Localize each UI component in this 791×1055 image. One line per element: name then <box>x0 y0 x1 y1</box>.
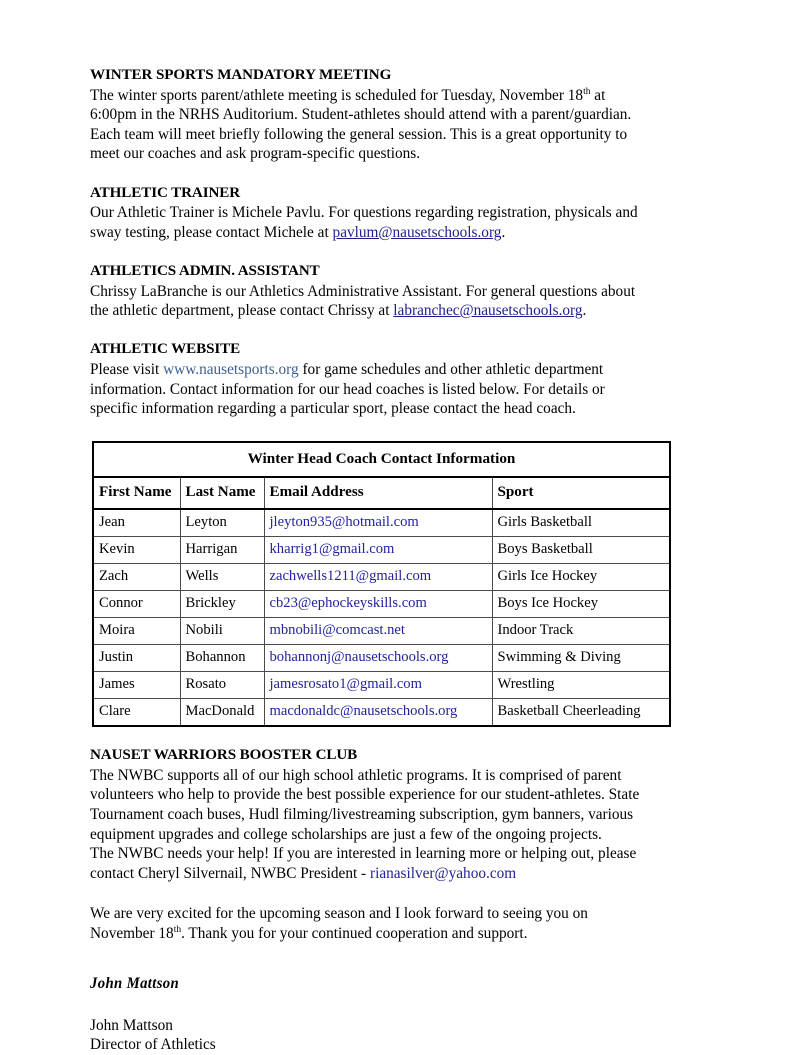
booster-line-4: equipment upgrades and college scholarships are just a few of the ongoing projects. <box>90 825 602 843</box>
table-title-row <box>93 442 670 477</box>
table-row <box>93 671 670 698</box>
table-row <box>93 563 670 590</box>
admin-line-1: Chrissy LaBranche is our Athletics Administrative Assistant. For general questions about <box>90 282 636 300</box>
booster-contact-text: contact Cheryl Silvernail, NWBC President - <box>90 864 370 882</box>
meeting-line-4: meet our coaches and ask program-specific questions. <box>90 145 421 163</box>
cell-last-name: Nobili <box>180 617 264 644</box>
coach-email-link[interactable]: kharrig1@gmail.com <box>269 540 395 557</box>
cell-email <box>264 644 492 671</box>
website-line-3: specific information regarding a particular sport, please contact the head coach. <box>90 400 576 418</box>
section-heading-booster: NAUSET WARRIORS BOOSTER CLUB <box>90 747 358 764</box>
spacer <box>90 321 699 341</box>
booster-line-5: The NWBC needs your help! If you are interested in learning more or helping out, please <box>90 845 637 863</box>
coach-email-link[interactable]: bohannonj@nausetschools.org <box>269 648 449 665</box>
column-header-first-name: First Name <box>93 477 180 509</box>
coach-contact-table <box>92 441 671 727</box>
section-booster-club <box>90 746 699 883</box>
cell-first-name: Zach <box>93 563 180 590</box>
spacer <box>90 883 699 904</box>
section-winter-sports-meeting <box>90 66 699 164</box>
cell-email <box>264 617 492 644</box>
booster-president-email-link[interactable]: rianasilver@yahoo.com <box>369 864 517 882</box>
cell-sport: Wrestling <box>492 671 670 698</box>
cell-first-name: Moira <box>93 617 180 644</box>
booster-line-3: Tournament coach buses, Hudl filming/livestreaming subscription, gym banners, various <box>90 806 634 824</box>
cell-first-name: Jean <box>93 509 180 537</box>
section-heading-trainer: ATHLETIC TRAINER <box>90 184 241 201</box>
spacer <box>90 944 699 974</box>
section-athletic-trainer <box>90 184 699 243</box>
trainer-line-2 <box>90 223 699 243</box>
coach-email-link[interactable]: zachwells1211@gmail.com <box>269 567 432 584</box>
table-row <box>93 617 670 644</box>
cell-first-name: Justin <box>93 644 180 671</box>
table-row <box>93 590 670 617</box>
cell-email <box>264 509 492 537</box>
section-signoff <box>90 974 699 1055</box>
cell-sport: Boys Basketball <box>492 536 670 563</box>
website-line-1-lead: Please visit <box>90 360 164 378</box>
meeting-ordinal-suffix: th <box>583 86 591 97</box>
section-heading-admin: ATHLETICS ADMIN. ASSISTANT <box>90 262 320 279</box>
trainer-line-2-period: . <box>501 223 506 241</box>
signoff-title: Director of Athletics <box>90 1036 216 1054</box>
coach-email-link[interactable]: jamesrosato1@gmail.com <box>269 675 422 692</box>
closing-line-2-tail: . Thank you for your continued cooperation and support. <box>181 925 528 943</box>
handwritten-signature: John Mattson <box>90 974 180 992</box>
cell-email <box>264 590 492 617</box>
coach-table-title: Winter Head Coach Contact Information <box>93 442 670 477</box>
spacer <box>90 164 699 184</box>
website-line-2: information. Contact information for our head coaches is listed below. For details or <box>90 380 605 398</box>
table-header-row <box>93 477 670 509</box>
cell-last-name: Wells <box>180 563 264 590</box>
cell-sport: Girls Basketball <box>492 509 670 537</box>
spacer <box>90 994 699 1016</box>
cell-sport: Girls Ice Hockey <box>492 563 670 590</box>
section-athletics-admin-assistant <box>90 262 699 321</box>
booster-line-1: The NWBC supports all of our high school athletic programs. It is comprised of parent <box>90 766 622 784</box>
admin-line-2 <box>90 301 699 321</box>
admin-line-2-text: the athletic department, please contact Chrissy at <box>90 302 394 320</box>
website-line-1 <box>90 360 699 380</box>
closing-line-2 <box>90 924 699 944</box>
cell-email <box>264 563 492 590</box>
trainer-email-link[interactable]: pavlum@nausetschools.org <box>332 223 502 241</box>
cell-sport: Boys Ice Hockey <box>492 590 670 617</box>
trainer-line-2-text: sway testing, please contact Michele at <box>90 223 333 241</box>
athletics-website-link[interactable]: www.nausetsports.org <box>163 360 299 378</box>
trainer-line-1: Our Athletic Trainer is Michele Pavlu. For questions regarding registration, physicals and <box>90 204 638 222</box>
cell-first-name: Kevin <box>93 536 180 563</box>
cell-sport: Swimming & Diving <box>492 644 670 671</box>
cell-sport: Indoor Track <box>492 617 670 644</box>
table-row <box>93 536 670 563</box>
coach-email-link[interactable]: macdonaldc@nausetschools.org <box>269 702 458 719</box>
closing-ordinal-suffix: th <box>173 924 182 935</box>
section-closing <box>90 904 699 943</box>
table-row <box>93 509 670 537</box>
meeting-line-3: Each team will meet briefly following the general session. This is a great opportunity to <box>90 125 628 143</box>
cell-last-name: Brickley <box>180 590 264 617</box>
column-header-sport: Sport <box>492 477 670 509</box>
cell-email <box>264 536 492 563</box>
spacer <box>90 727 699 747</box>
cell-first-name: Clare <box>93 698 180 726</box>
section-heading-website: ATHLETIC WEBSITE <box>90 341 241 358</box>
section-heading-meeting: WINTER SPORTS MANDATORY MEETING <box>90 67 392 83</box>
admin-email-link[interactable]: labranchec@nausetschools.org <box>393 302 583 320</box>
section-athletic-website <box>90 340 699 418</box>
coach-email-link[interactable]: mbnobili@comcast.net <box>269 621 405 638</box>
cell-email <box>264 671 492 698</box>
table-row <box>93 644 670 671</box>
meeting-line-1-tail: at <box>590 86 606 104</box>
cell-last-name: Harrigan <box>180 536 264 563</box>
cell-first-name: James <box>93 671 180 698</box>
meeting-line-1 <box>90 86 699 106</box>
cell-last-name: Bohannon <box>180 644 264 671</box>
cell-last-name: Rosato <box>180 671 264 698</box>
admin-line-2-period: . <box>582 302 587 320</box>
meeting-line-1-text: The winter sports parent/athlete meeting is scheduled for Tuesday, November 18 <box>90 86 584 104</box>
coach-email-link[interactable]: jleyton935@hotmail.com <box>269 513 419 530</box>
table-row <box>93 698 670 726</box>
closing-date-text: November 18 <box>90 925 174 943</box>
cell-sport: Basketball Cheerleading <box>492 698 670 726</box>
column-header-last-name: Last Name <box>180 477 264 509</box>
cell-email <box>264 698 492 726</box>
booster-line-2: volunteers who help to provide the best possible experience for our student-athletes. State <box>90 786 640 804</box>
closing-line-1: We are very excited for the upcoming season and I look forward to seeing you on <box>90 905 588 923</box>
coach-contact-table-container <box>90 441 699 727</box>
cell-last-name: Leyton <box>180 509 264 537</box>
meeting-line-2: 6:00pm in the NRHS Auditorium. Student-athletes should attend with a parent/guardian. <box>90 106 632 124</box>
website-line-1-tail: for game schedules and other athletic department <box>298 360 604 378</box>
signoff-name: John Mattson <box>90 1016 173 1034</box>
cell-first-name: Connor <box>93 590 180 617</box>
coach-email-link[interactable]: cb23@ephockeyskills.com <box>269 594 427 611</box>
booster-line-6 <box>90 864 699 884</box>
cell-last-name: MacDonald <box>180 698 264 726</box>
spacer <box>90 242 699 262</box>
column-header-email: Email Address <box>264 477 492 509</box>
